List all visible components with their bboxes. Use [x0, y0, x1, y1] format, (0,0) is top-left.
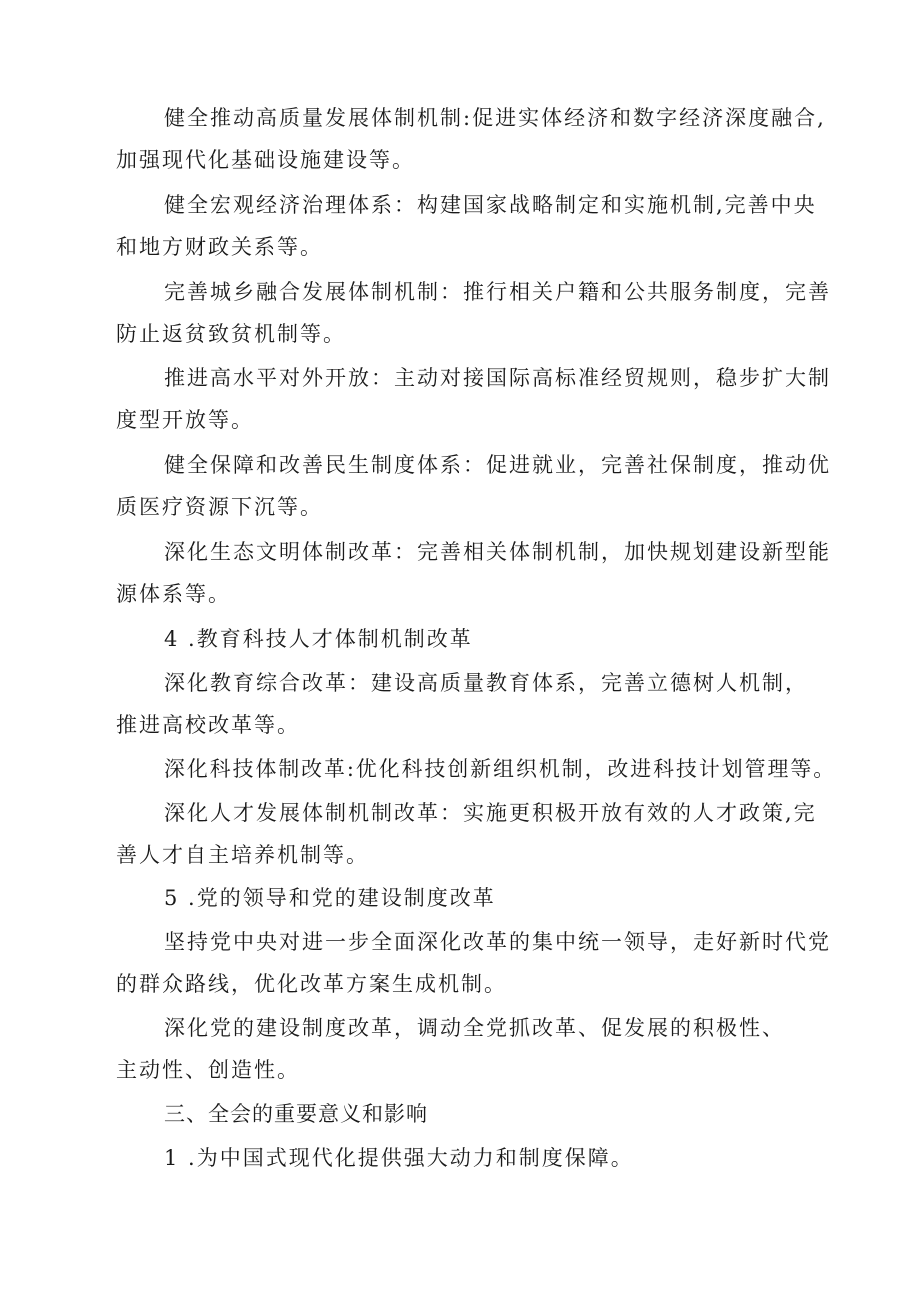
- paragraph-line: 的群众路线，优化改革方案生成机制。: [116, 972, 507, 996]
- paragraph-line: 深化生态文明体制改革：完善相关体制机制，加快规划建设新型能: [164, 540, 831, 564]
- paragraph-line: 和地方财政关系等。: [116, 235, 323, 259]
- paragraph-line: 推进高水平对外开放：主动对接国际高标准经贸规则，稳步扩大制: [164, 366, 831, 390]
- paragraph-line: 源体系等。: [116, 582, 231, 606]
- paragraph-line: 健全保障和改善民生制度体系：促进就业，完善社保制度，推动优: [164, 453, 831, 477]
- paragraph-line: 深化科技体制改革:优化科技创新组织机制，改进科技计划管理等。: [164, 757, 837, 781]
- paragraph-line: 深化教育综合改革：建设高质量教育体系，完善立德树人机制，: [164, 671, 808, 695]
- paragraph-line: 质医疗资源下沉等。: [116, 495, 323, 519]
- paragraph-line: 健全推动高质量发展体制机制:促进实体经济和数字经济深度融合,: [164, 106, 826, 130]
- paragraph-line: 深化人才发展体制机制改革：实施更积极开放有效的人才政策,完: [164, 801, 817, 825]
- heading-text: 4 .教育科技人才体制机制改革: [164, 627, 473, 651]
- paragraph-line: 主动性、创造性。: [116, 1058, 300, 1082]
- paragraph-line: 完善城乡融合发展体制机制：推行相关户籍和公共服务制度，完善: [164, 280, 831, 304]
- paragraph-line: 深化党的建设制度改革，调动全党抓改革、促发展的积极性、: [164, 1016, 785, 1040]
- paragraph-line: 善人才自主培养机制等。: [116, 843, 369, 867]
- paragraph-line: 坚持党中央对进一步全面深化改革的集中统一领导，走好新时代党: [164, 930, 831, 954]
- paragraph-line: 度型开放等。: [116, 408, 254, 432]
- paragraph-line: 防止返贫致贫机制等。: [116, 322, 346, 346]
- paragraph-line: 1 .为中国式现代化提供强大动力和制度保障。: [164, 1146, 634, 1170]
- paragraph-line: 加强现代化基础设施建设等。: [116, 148, 415, 172]
- heading-text: 5 .党的领导和党的建设制度改革: [164, 886, 496, 910]
- heading-text: 三、全会的重要意义和影响: [164, 1102, 428, 1126]
- paragraph-line: 健全宏观经济治理体系：构建国家战略制定和实施机制,完善中央: [164, 193, 817, 217]
- paragraph-line: 推进高校改革等。: [116, 713, 300, 737]
